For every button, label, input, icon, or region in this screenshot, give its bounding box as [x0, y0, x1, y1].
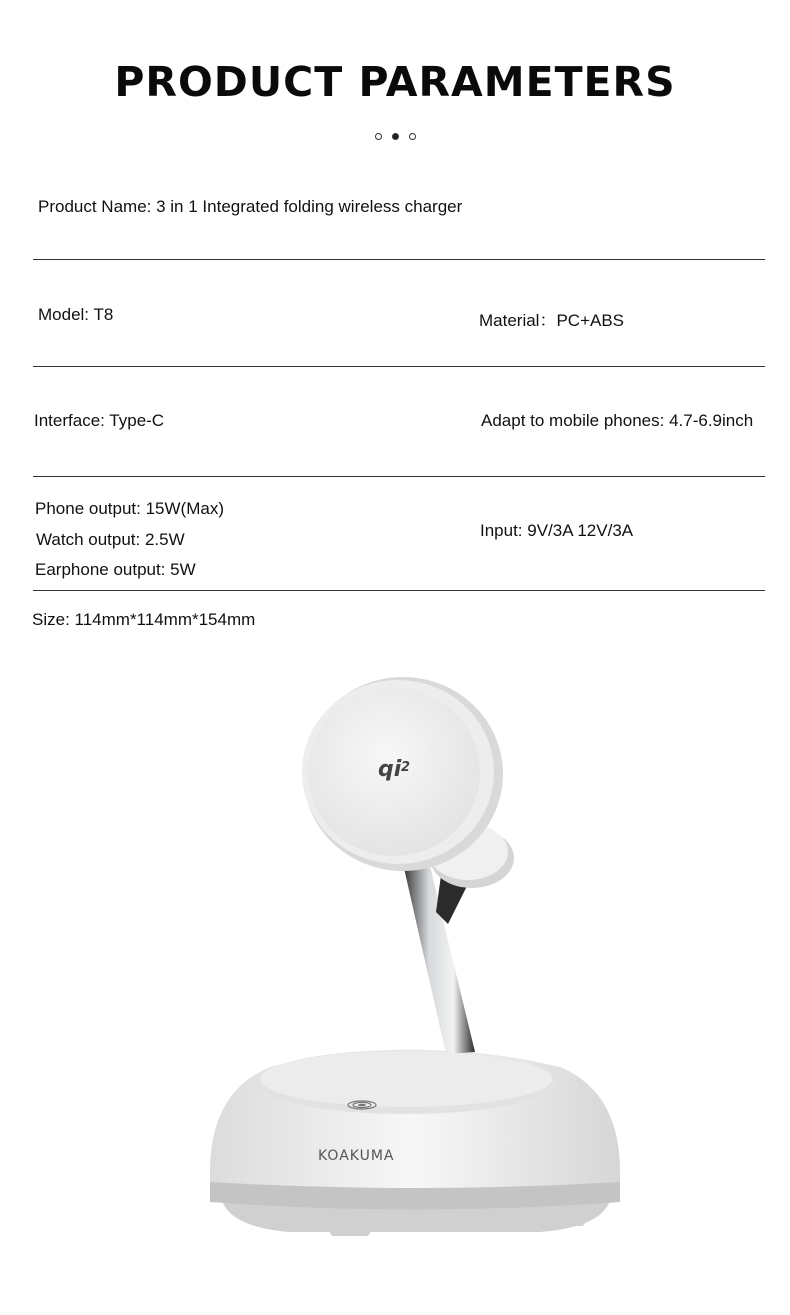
size-text: Size: 114mm*114mm*154mm [32, 610, 256, 629]
material-text: Material：PC+ABS [479, 311, 625, 330]
qi2-badge: qi [378, 757, 402, 782]
adapt-phones-text: Adapt to mobile phones: 4.7-6.9inch [481, 411, 754, 430]
pager-dot-1[interactable] [375, 133, 382, 140]
product-name-text: Product Name: 3 in 1 Integrated folding wireless charger [38, 197, 463, 216]
watch-output-text: Watch output: 2.5W [36, 530, 185, 549]
pager-dot-3[interactable] [409, 133, 416, 140]
model-text: Model: T8 [38, 305, 114, 324]
brand-logo: KOAKUMA [318, 1148, 395, 1164]
pager-dots [0, 133, 790, 140]
page-title: PRODUCT PARAMETERS [114, 58, 676, 106]
svg-text:2: 2 [401, 760, 411, 775]
interface-text: Interface: Type-C [34, 411, 165, 430]
divider [33, 590, 765, 591]
phone-output-text: Phone output: 15W(Max) [35, 499, 224, 518]
pager-dot-2-active[interactable] [392, 133, 399, 140]
earphone-output-text: Earphone output: 5W [35, 560, 196, 579]
divider [33, 259, 765, 260]
product-image [210, 672, 620, 1272]
divider [33, 366, 765, 367]
divider [33, 476, 765, 477]
input-text: Input: 9V/3A 12V/3A [480, 521, 634, 540]
